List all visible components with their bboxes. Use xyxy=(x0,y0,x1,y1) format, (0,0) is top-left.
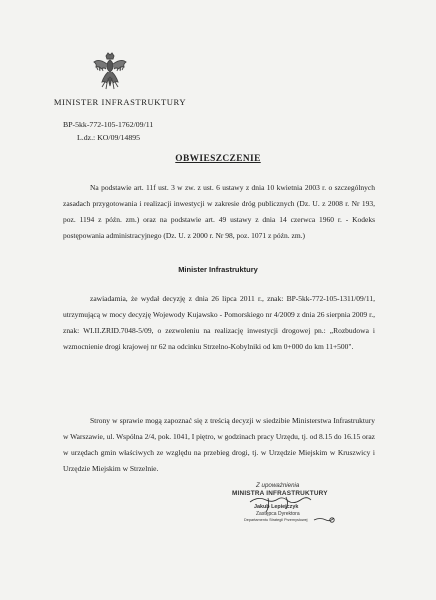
stamp-line-3: Jakub Lepiejczyk xyxy=(254,504,299,510)
minister-heading: Minister Infrastruktury xyxy=(178,265,258,274)
reference-case-number: BP-5kk-772-105-1762/09/11 xyxy=(63,120,154,129)
stamp-line-5: Departamentu Strategii Przemysłowej xyxy=(244,518,308,522)
ministry-header: MINISTER INFRASTRUKTURY xyxy=(53,97,187,107)
stamp-line-2: MINISTRA INFRASTRUKTURY xyxy=(232,490,328,497)
reference-numbers xyxy=(63,119,153,144)
legal-basis-paragraph xyxy=(63,180,375,244)
document-title: OBWIESZCZENIE xyxy=(175,154,261,164)
stamp-line-4: Zastępca Dyrektora xyxy=(256,511,300,517)
access-info-paragraph xyxy=(63,413,375,477)
decision-paragraph xyxy=(63,291,375,355)
eagle-emblem-icon xyxy=(92,52,128,92)
reference-registry-number: L.dz.: KO/09/14895 xyxy=(77,132,141,142)
paragraph-text: zawiadamia, że wydał decyzję z dnia 26 lipca 2011 r., znak: BP-5kk-772-105-1311/09/11, utrzymującą w mocy decyzję Wojewody Kujawsko - Pomorskiego nr 4/2009 z dnia 26 sierpnia 2009 r., znak: WI.II.ZRID.7048-5/09, o zezwoleniu na realizację inwestycji drogowej pn.: „Rozbudowa i wzmocnienie drogi krajowej nr 62 na odcinku Strzelno-Kobylniki od km 0+000 do km 11+500". xyxy=(63,294,375,351)
stamp-line-1: Z upoważnienia xyxy=(256,482,300,489)
paragraph-text: Strony w sprawie mogą zapoznać się z treścią decyzji w siedzibie Ministerstwa Infrastruktury w Warszawie, ul. Wspólna 2/4, pok. 1041, I piętro, w godzinach pracy Urzędu, tj. od 8.15 do 16.15 oraz w urzędach gmin właściwych ze względu na przebieg drogi, tj. w Urzędzie Miejskim w Kruszwicy i Urzędzie Miejskim w Strzelnie. xyxy=(63,416,375,473)
paragraph-text: Na podstawie art. 11f ust. 3 w zw. z ust. 6 ustawy z dnia 10 kwietnia 2003 r. o szczególnych zasadach przygotowania i realizacji inwestycji w zakresie dróg publicznych (Dz. U. z 2008 r. Nr 193, poz. 1194 z późn. zm.) oraz na podstawie art. 49 ustawy z dnia 14 czerwca 1960 r. - Kodeks postępowania administracyjnego (Dz. U. z 2000 r. Nr 98, poz. 1071 z późn. zm.) xyxy=(63,183,375,240)
official-stamp-signature xyxy=(228,480,360,528)
